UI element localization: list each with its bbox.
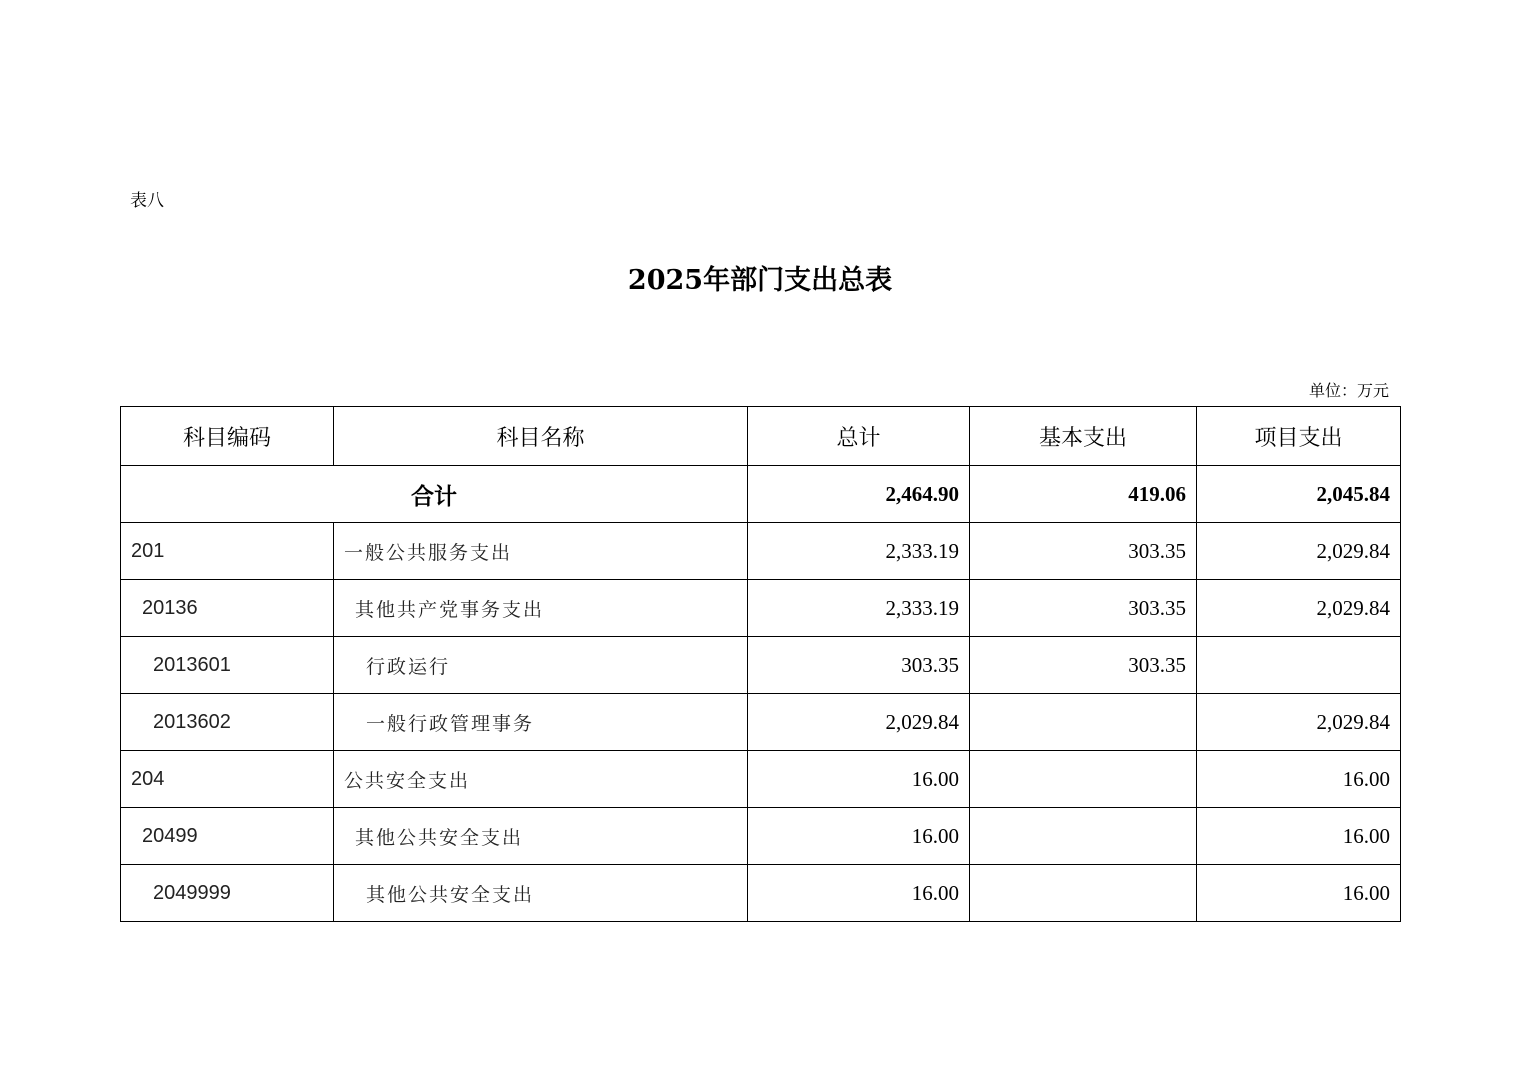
row-basic: 303.35 — [970, 523, 1197, 580]
table-row — [121, 637, 1401, 694]
row-total: 16.00 — [748, 865, 970, 922]
row-basic — [970, 865, 1197, 922]
total-label: 合计 — [121, 466, 748, 523]
row-project: 16.00 — [1197, 865, 1401, 922]
total-basic: 419.06 — [970, 466, 1197, 523]
row-name: 其他共产党事务支出 — [334, 580, 748, 637]
table-header-row — [121, 407, 1401, 466]
row-code: 2013602 — [121, 694, 334, 751]
header-total: 总计 — [748, 407, 970, 466]
row-total: 2,029.84 — [748, 694, 970, 751]
row-name: 一般行政管理事务 — [334, 694, 748, 751]
row-project: 2,029.84 — [1197, 580, 1401, 637]
row-project: 2,029.84 — [1197, 694, 1401, 751]
total-row — [121, 466, 1401, 523]
table-row — [121, 580, 1401, 637]
row-project: 2,029.84 — [1197, 523, 1401, 580]
row-code: 2013601 — [121, 637, 334, 694]
row-total: 16.00 — [748, 808, 970, 865]
row-code: 20136 — [121, 580, 334, 637]
row-name: 其他公共安全支出 — [334, 865, 748, 922]
row-project: 16.00 — [1197, 751, 1401, 808]
row-code: 201 — [121, 523, 334, 580]
row-name: 一般公共服务支出 — [334, 523, 748, 580]
row-name: 其他公共安全支出 — [334, 808, 748, 865]
row-project — [1197, 637, 1401, 694]
table-row — [121, 751, 1401, 808]
row-basic: 303.35 — [970, 580, 1197, 637]
total-project: 2,045.84 — [1197, 466, 1401, 523]
row-project: 16.00 — [1197, 808, 1401, 865]
header-subject-code: 科目编码 — [121, 407, 334, 466]
row-total: 16.00 — [748, 751, 970, 808]
row-basic — [970, 694, 1197, 751]
table-number-label: 表八 — [130, 191, 164, 211]
header-subject-name: 科目名称 — [334, 407, 748, 466]
row-total: 303.35 — [748, 637, 970, 694]
table-row — [121, 523, 1401, 580]
table-row — [121, 865, 1401, 922]
row-basic: 303.35 — [970, 637, 1197, 694]
expenditure-table — [120, 406, 1401, 922]
row-code: 2049999 — [121, 865, 334, 922]
row-basic — [970, 808, 1197, 865]
row-code: 204 — [121, 751, 334, 808]
row-basic — [970, 751, 1197, 808]
row-total: 2,333.19 — [748, 580, 970, 637]
table-row — [121, 694, 1401, 751]
page-title: 2025年部门支出总表 — [627, 265, 893, 296]
row-total: 2,333.19 — [748, 523, 970, 580]
row-name: 行政运行 — [334, 637, 748, 694]
total-sum: 2,464.90 — [748, 466, 970, 523]
unit-note: 单位：万元 — [1308, 381, 1389, 400]
table-row — [121, 808, 1401, 865]
row-name: 公共安全支出 — [334, 751, 748, 808]
header-basic-expenditure: 基本支出 — [970, 407, 1197, 466]
header-project-expenditure: 项目支出 — [1197, 407, 1401, 466]
row-code: 20499 — [121, 808, 334, 865]
